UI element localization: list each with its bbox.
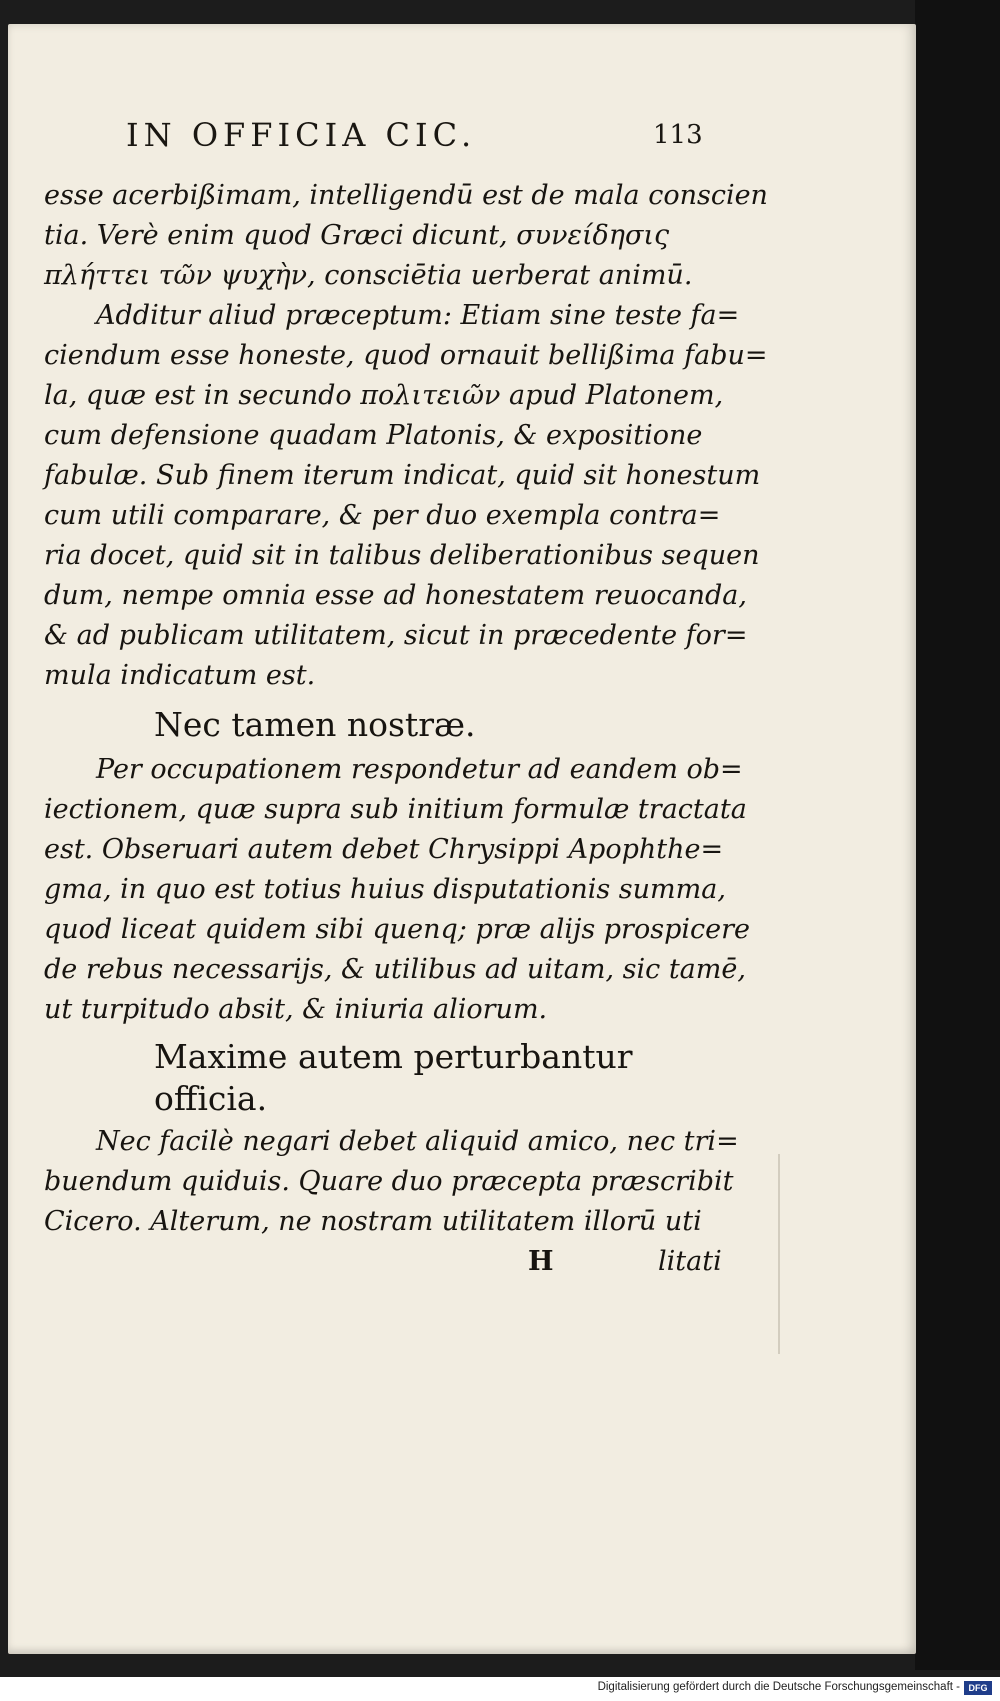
digitization-footer [0, 1677, 1000, 1701]
page-foot-line [44, 1242, 724, 1282]
text-line: & ad publicam utilitatem, sicut in præcedente for= [44, 620, 748, 651]
text-line: cum utili comparare, & per duo exempla contra= [44, 500, 721, 531]
text-line: Additur aliud præceptum: Etiam sine teste fa= [96, 300, 740, 331]
text-line: Nec facilè negari debet aliquid amico, nec tri= [96, 1126, 739, 1157]
text-line: dum, nempe omnia esse ad honestatem reuocanda, [44, 580, 747, 611]
text-line: Cicero. Alterum, ne nostram utilitatem illorū uti [44, 1206, 702, 1237]
signature-mark: H [528, 1246, 554, 1277]
page-crease [778, 1154, 780, 1354]
text-line: ut turpitudo absit, & iniuria aliorum. [44, 994, 548, 1025]
text-line: cum defensione quadam Platonis, & expositione [44, 420, 703, 451]
page-number: 113 [653, 120, 703, 150]
text-line: buendum quiduis. Quare duo præcepta præscribit [44, 1166, 734, 1197]
text-block [44, 176, 768, 1282]
scan-backdrop [915, 0, 1000, 1670]
text-line: quod liceat quidem sibi quenq; præ alijs prospicere [44, 914, 750, 945]
dfg-logo: DFG [964, 1681, 992, 1695]
text-line: Per occupationem respondetur ad eandem ob= [96, 754, 743, 785]
text-line: ciendum esse honeste, quod ornauit bellißima fabu= [44, 340, 768, 371]
catchword: litati [658, 1246, 722, 1277]
text-line: de rebus necessarijs, & utilibus ad uitam, sic tamē, [44, 954, 746, 985]
text-line: fabulæ. Sub finem iterum indicat, quid sit honestum [44, 460, 761, 491]
section-heading: Maxime autem perturbantur [154, 1037, 633, 1076]
text-line: gma, in quo est totius huius disputationis summa, [44, 874, 726, 905]
section-heading-continued: officia. [154, 1079, 268, 1118]
text-line: la, quæ est in secundo πολιτειῶν apud Platonem, [44, 380, 724, 411]
text-line: iectionem, quæ supra sub initium formulæ tractata [44, 794, 747, 825]
book-page [8, 24, 916, 1654]
text-line: πλήττει τῶν ψυχὴν, consciētia uerberat animū. [44, 260, 693, 291]
text-line: esse acerbißimam, intelligendū est de mala conscien [44, 180, 768, 211]
text-line: ria docet, quid sit in talibus deliberationibus sequen [44, 540, 760, 571]
footer-credit: Digitalisierung gefördert durch die Deutsche Forschungsgemeinschaft - [597, 1681, 960, 1693]
section-heading: Nec tamen nostræ. [154, 705, 476, 744]
page-header [8, 112, 916, 162]
text-line: mula indicatum est. [44, 660, 316, 691]
text-line: est. Obseruari autem debet Chrysippi Apophthe= [44, 834, 724, 865]
running-title: IN OFFICIA CIC. [126, 116, 477, 154]
text-line: tia. Verè enim quod Græci dicunt, συνείδησις [44, 220, 670, 251]
